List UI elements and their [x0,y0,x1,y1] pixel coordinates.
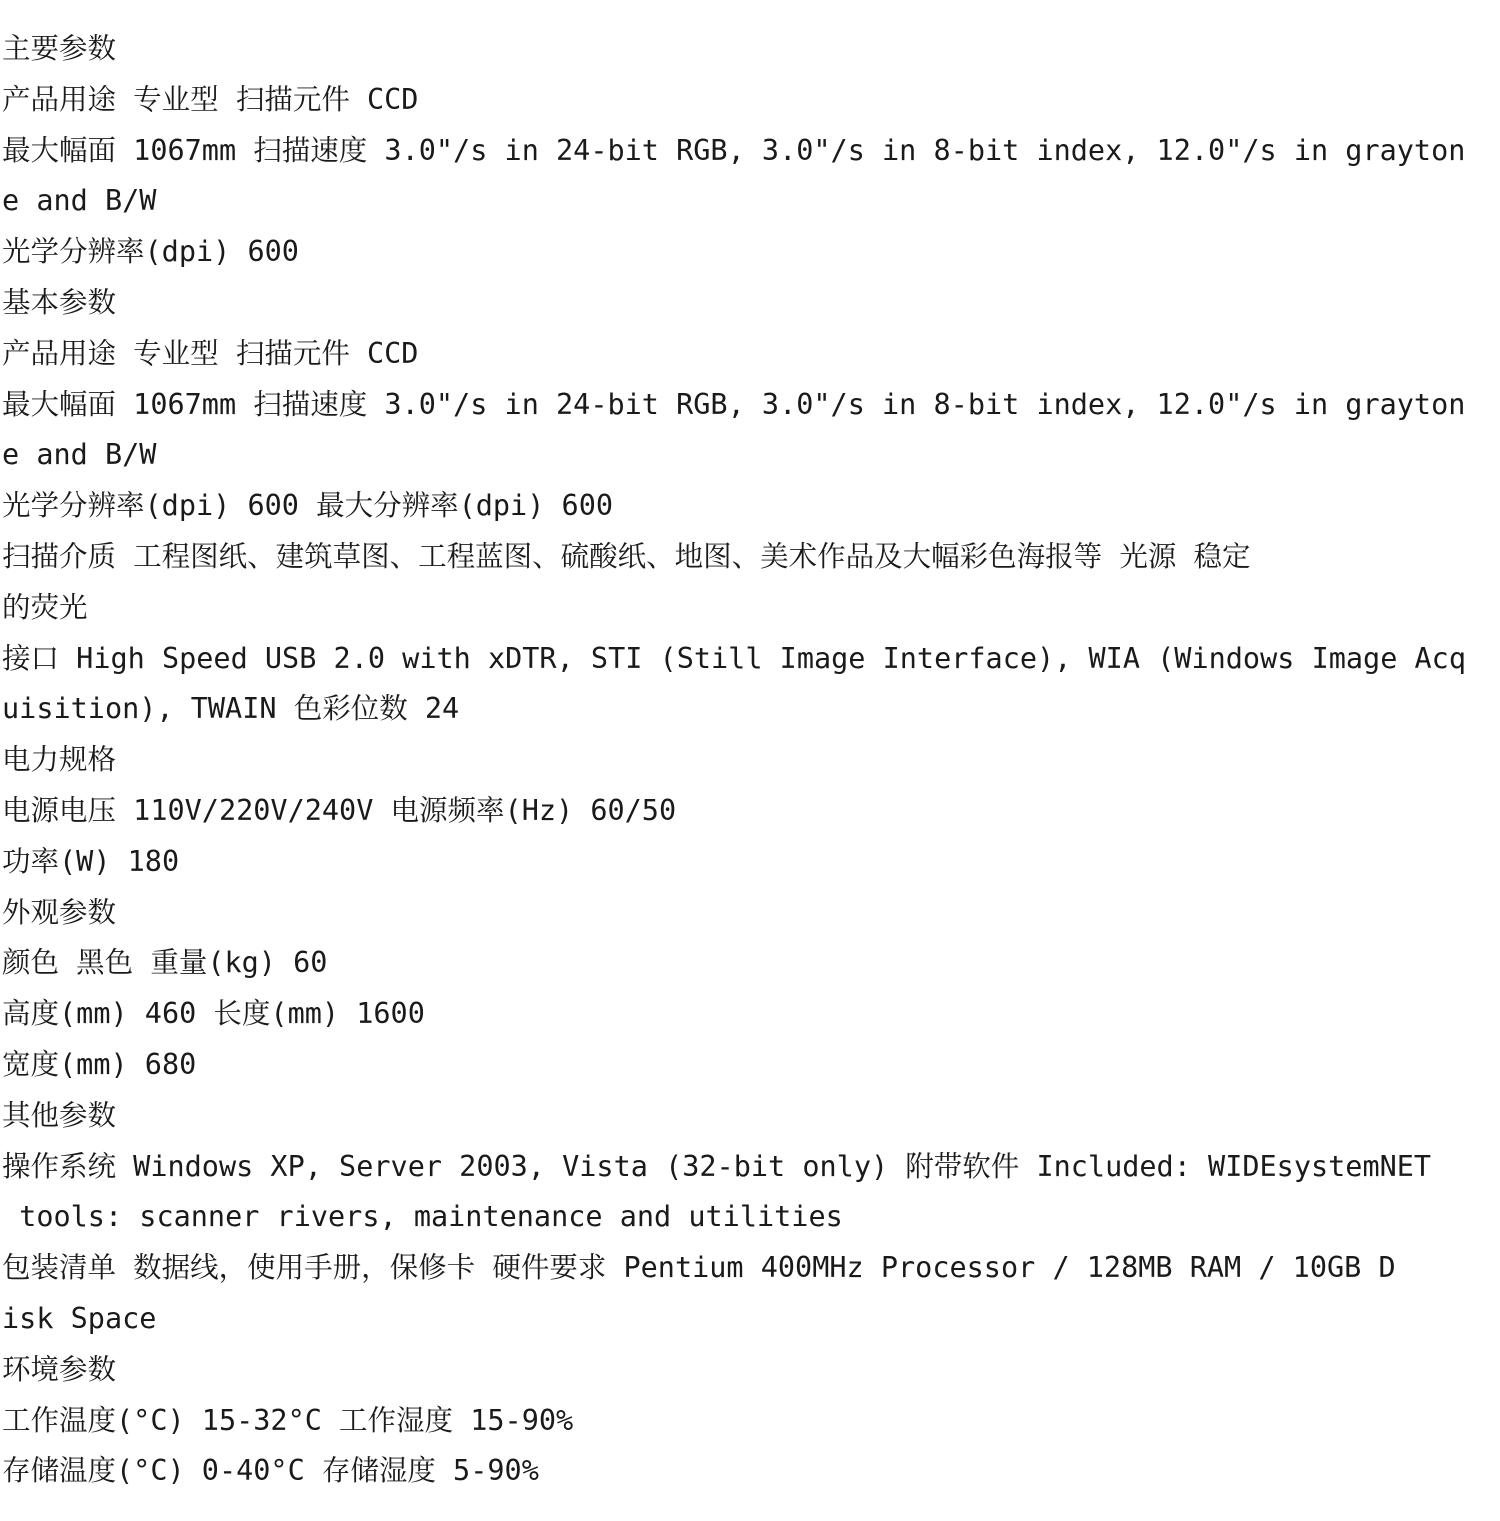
spec-line: tools: scanner rivers, maintenance and utilities [2,1200,843,1234]
spec-line: 最大幅面 1067mm 扫描速度 3.0"/s in 24-bit RGB, 3.0"/s in 8-bit index, 12.0"/s in grayton [2,387,1466,421]
spec-line: e and B/W [2,438,157,472]
section-heading-main-params: 主要参数 [2,32,117,65]
spec-line: isk Space [2,1301,157,1335]
spec-line: 包装清单 数据线，使用手册，保修卡 硬件要求 Pentium 400MHz Processor / 128MB RAM / 10GB D [2,1251,1396,1285]
spec-line: uisition), TWAIN 色彩位数 24 [2,692,460,726]
spec-line: 颜色 黑色 重量(kg) 60 [2,946,328,980]
spec-line: 工作温度(°C) 15-32°C 工作湿度 15-90% [2,1403,574,1437]
section-heading-environment-params: 环境参数 [2,1352,117,1386]
spec-line: e and B/W [2,184,157,218]
spec-line: 宽度(mm) 680 [2,1047,197,1081]
spec-line: 高度(mm) 460 长度(mm) 1600 [2,997,425,1031]
section-heading-basic-params: 基本参数 [2,285,117,319]
spec-line: 电源电压 110V/220V/240V 电源频率(Hz) 60/50 [2,793,677,827]
spec-line: 最大幅面 1067mm 扫描速度 3.0"/s in 24-bit RGB, 3.0"/s in 8-bit index, 12.0"/s in grayton [2,133,1466,167]
spec-line: 存储温度(°C) 0-40°C 存储湿度 5-90% [2,1454,539,1488]
spec-line: 光学分辨率(dpi) 600 [2,235,299,269]
spec-line: 光学分辨率(dpi) 600 最大分辨率(dpi) 600 [2,489,614,523]
spec-line: 产品用途 专业型 扫描元件 CCD [2,82,419,116]
section-heading-other-params: 其他参数 [2,1098,117,1132]
spec-line: 的荧光 [2,590,88,624]
spec-line: 操作系统 Windows XP, Server 2003, Vista (32-bit only) 附带软件 Included: WIDEsystemNET [2,1149,1432,1183]
section-heading-power-specs: 电力规格 [2,743,117,777]
spec-line: 接口 High Speed USB 2.0 with xDTR, STI (Still Image Interface), WIA (Windows Image Acq [2,641,1466,675]
spec-line: 扫描介质 工程图纸、建筑草图、工程蓝图、硫酸纸、地图、美术作品及大幅彩色海报等 光源 稳定 [2,539,1251,573]
spec-line: 功率(W) 180 [2,844,180,878]
spec-line: 产品用途 专业型 扫描元件 CCD [2,336,419,370]
section-heading-appearance-params: 外观参数 [2,895,117,929]
